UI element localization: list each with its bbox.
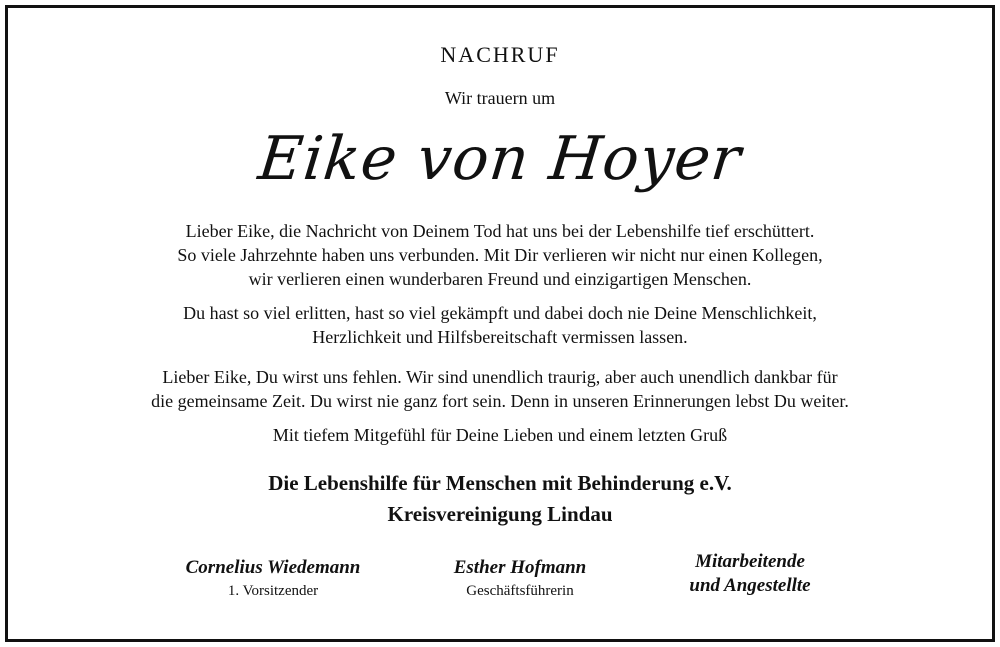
organization-unit: Kreisvereinigung Lindau <box>387 502 613 526</box>
signatory-name: Esther Hofmann <box>453 557 587 578</box>
paragraph-line: Lieber Eike, die Nachricht von Deinem Tod hat uns bei der Lebenshilfe tief erschüttert. <box>185 221 815 241</box>
paragraph-line: die gemeinsame Zeit. Du wirst nie ganz fort sein. Denn in unseren Erinnerungen lebst Du weiter. <box>151 391 849 411</box>
organization-block <box>0 468 1000 530</box>
signatory-staff <box>620 550 880 598</box>
signatory-name: Cornelius Wiedemann <box>185 557 361 578</box>
paragraph-3 <box>0 365 1000 413</box>
signatory-role: 1. Vorsitzender <box>227 583 319 599</box>
signatory-chair <box>143 556 403 602</box>
paragraph-line: wir verlieren einen wunderbaren Freund und einzigartigen Menschen. <box>248 269 752 289</box>
intro-line: Wir trauern um <box>444 88 556 108</box>
paragraph-line: So viele Jahrzehnte haben uns verbunden. Mit Dir verlieren wir nicht nur einen Kollegen, <box>177 245 823 265</box>
paragraph-line: Du hast so viel erlitten, hast so viel gekämpft und dabei doch nie Deine Menschlichkeit, <box>183 303 817 323</box>
deceased-name: Eike von Hoyer <box>255 124 745 194</box>
notice-heading: NACHRUF <box>440 42 560 67</box>
signatory-name-line: und Angestellte <box>689 575 811 596</box>
paragraph-1 <box>0 219 1000 291</box>
signatory-name-line: Mitarbeitende <box>695 551 805 572</box>
signatory-role: Geschäftsführerin <box>466 583 574 599</box>
paragraph-2 <box>0 301 1000 349</box>
organization-name: Die Lebenshilfe für Menschen mit Behinderung e.V. <box>268 471 732 495</box>
closing-greeting: Mit tiefem Mitgefühl für Deine Lieben und einem letzten Gruß <box>272 425 728 445</box>
signatory-manager <box>390 556 650 602</box>
paragraph-line: Herzlichkeit und Hilfsbereitschaft vermissen lassen. <box>312 327 688 347</box>
paragraph-line: Lieber Eike, Du wirst uns fehlen. Wir sind unendlich traurig, aber auch unendlich dankbar für <box>162 367 838 387</box>
